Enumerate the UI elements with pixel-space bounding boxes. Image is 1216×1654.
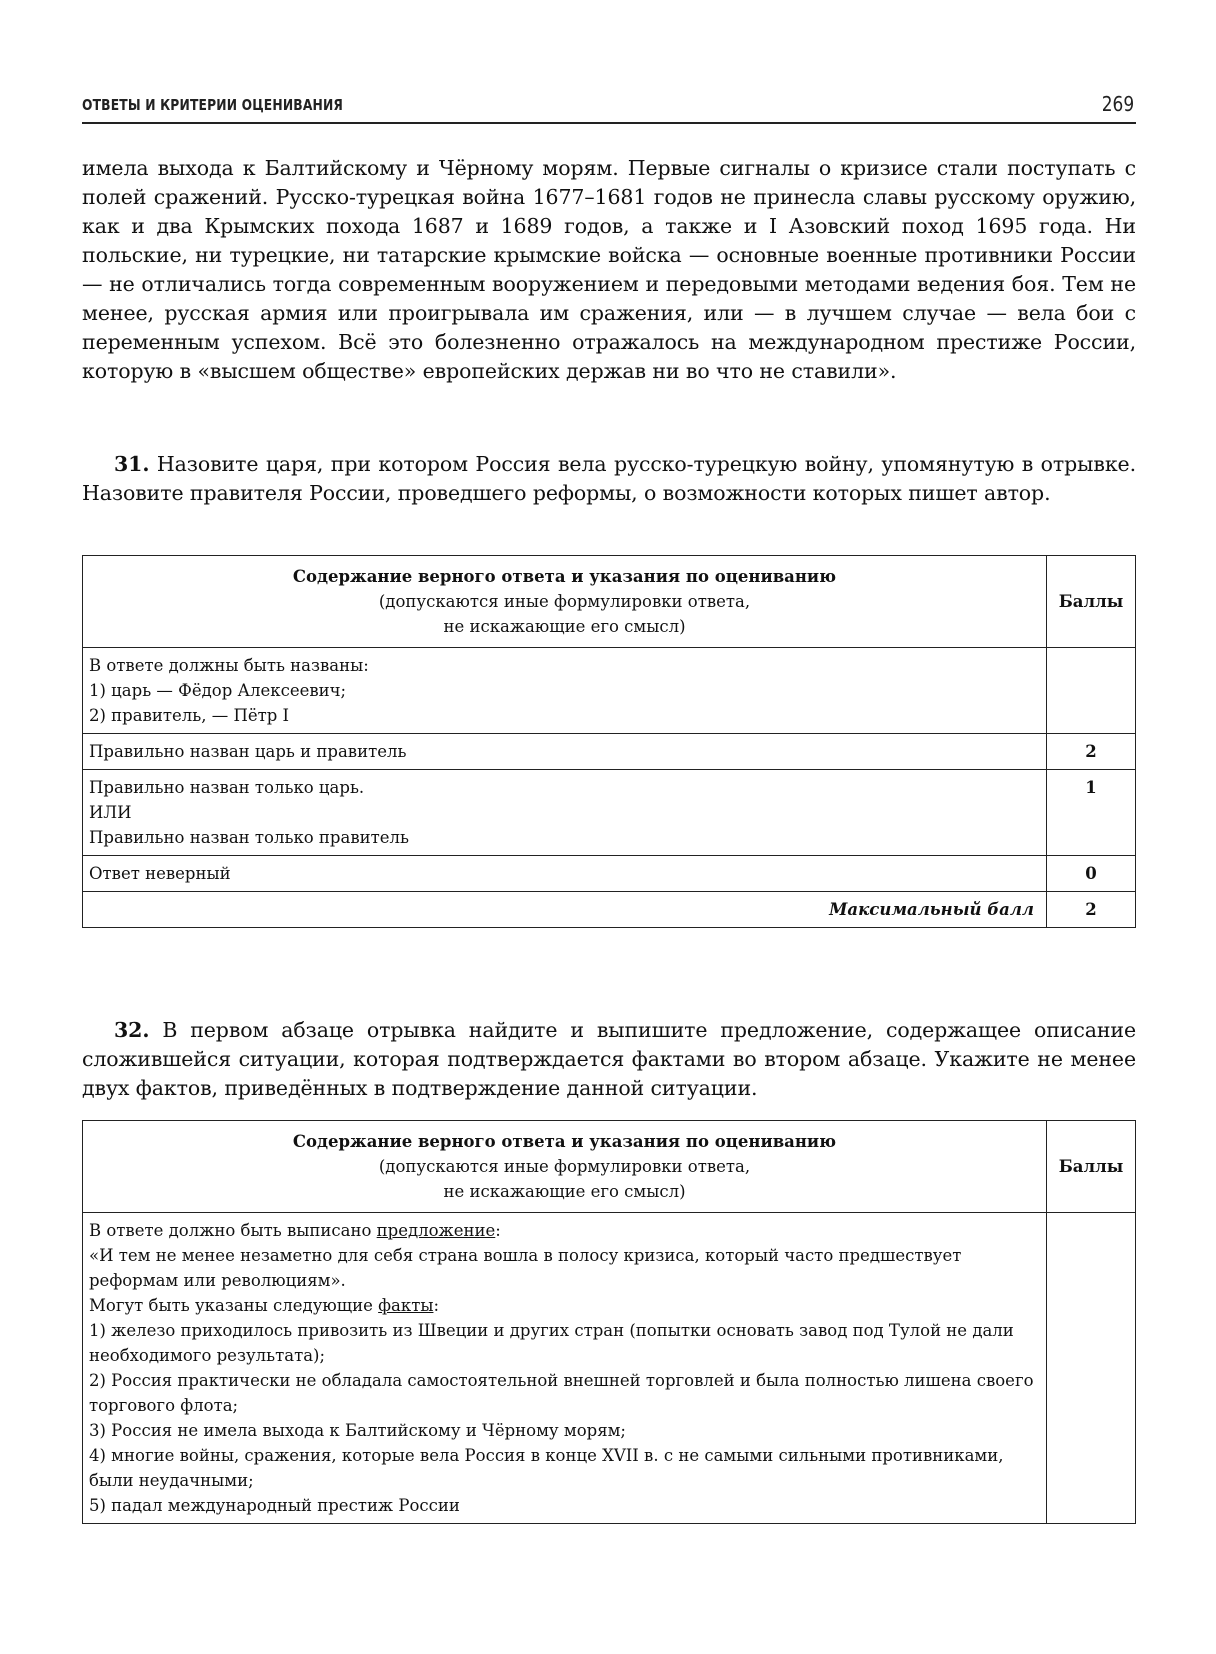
answer-content: В ответе должны быть названы: 1) царь — Фёдор Алексеевич; 2) правитель, — Пётр I xyxy=(83,648,1047,734)
content-header: Содержание верного ответа и указания по оцениванию (допускаются иные формулировки ответа, не искажающие его смысл) xyxy=(83,556,1047,648)
criterion-points: 2 xyxy=(1047,734,1136,770)
fact-item: 2) Россия практически не обладала самостоятельной внешней торговлей и была полностью лишена своего торгового флота; xyxy=(89,1371,1034,1415)
answer-points xyxy=(1047,1213,1136,1524)
criterion-text: Ответ неверный xyxy=(83,856,1047,892)
criterion-row xyxy=(83,770,1136,856)
table-header-row xyxy=(83,1121,1136,1213)
answer-row xyxy=(83,648,1136,734)
question-number: 31. xyxy=(114,452,150,476)
question-text: Назовите царя, при котором Россия вела русско-турецкую войну, упомянутую в отрывке. Назовите правителя России, проведшего реформы, о возможности которых пишет автор. xyxy=(82,452,1136,505)
table-header-row xyxy=(83,556,1136,648)
source-excerpt: имела выхода к Балтийскому и Чёрному морям. Первые сигналы о кризисе стали поступать с полей сражений. Русско-турецкая война 1677–1681 годов не принесла славы русскому оружию, как и два Крымских похода 1687 и 1689 годов, а также и I Азовский поход 1695 года. Ни польские, ни турецкие, ни татарские крымские войска — основные военные противники России — не отличались тогда современным вооружением и передовыми методами ведения боя. Тем не менее, русская армия или проигрывала им сражения, или — в лучшем случае — вела бои с переменным успехом. Всё это болезненно отражалось на международном престиже России, которую в «высшем обществе» европейских держав ни во что не ставили». xyxy=(82,156,1136,383)
criterion-text: Правильно назван только царь. ИЛИ Правильно назван только правитель xyxy=(83,770,1047,856)
criterion-points: 1 xyxy=(1047,770,1136,856)
points-header: Баллы xyxy=(1047,1121,1136,1213)
fact-item: 3) Россия не имела выхода к Балтийскому и Чёрному морям; xyxy=(89,1421,626,1440)
max-score-value: 2 xyxy=(1047,892,1136,928)
answer-quote: «И тем не менее незаметно для себя страна вошла в полосу кризиса, который часто предшествует реформам или революциям». xyxy=(89,1246,962,1290)
criteria-table-32 xyxy=(82,1120,1136,1524)
fact-item: 1) железо приходилось привозить из Швеции и других стран (попытки основать завод под Тулой не дали необходимого результата); xyxy=(89,1321,1014,1365)
running-header xyxy=(82,92,1136,124)
answer-points xyxy=(1047,648,1136,734)
points-header: Баллы xyxy=(1047,556,1136,648)
criteria-table-31 xyxy=(82,555,1136,928)
section-title: ОТВЕТЫ И КРИТЕРИИ ОЦЕНИВАНИЯ xyxy=(82,96,344,114)
question-32 xyxy=(82,1016,1136,1103)
criterion-text: Правильно назван царь и правитель xyxy=(83,734,1047,770)
max-score-label: Максимальный балл xyxy=(83,892,1047,928)
max-score-row xyxy=(83,892,1136,928)
question-31 xyxy=(82,450,1136,508)
answer-intro: В ответе должно быть выписано предложение: xyxy=(89,1221,501,1240)
answer-content xyxy=(83,1213,1047,1524)
question-number: 32. xyxy=(114,1018,150,1042)
content-header: Содержание верного ответа и указания по оцениванию (допускаются иные формулировки ответа, не искажающие его смысл) xyxy=(83,1121,1047,1213)
fact-item: 5) падал международный престиж России xyxy=(89,1496,460,1515)
criterion-row xyxy=(83,856,1136,892)
answer-row xyxy=(83,1213,1136,1524)
fact-item: 4) многие войны, сражения, которые вела Россия в конце XVII в. с не самыми сильными противниками, были неудачными; xyxy=(89,1446,1004,1490)
criterion-row xyxy=(83,734,1136,770)
facts-intro: Могут быть указаны следующие факты: xyxy=(89,1296,440,1315)
criterion-points: 0 xyxy=(1047,856,1136,892)
question-text: В первом абзаце отрывка найдите и выпишите предложение, содержащее описание сложившейся ситуации, которая подтверждается фактами во втором абзаце. Укажите не менее двух фактов, приведённых в подтверждение данной ситуации. xyxy=(82,1018,1137,1100)
page-number: 269 xyxy=(1101,92,1134,116)
